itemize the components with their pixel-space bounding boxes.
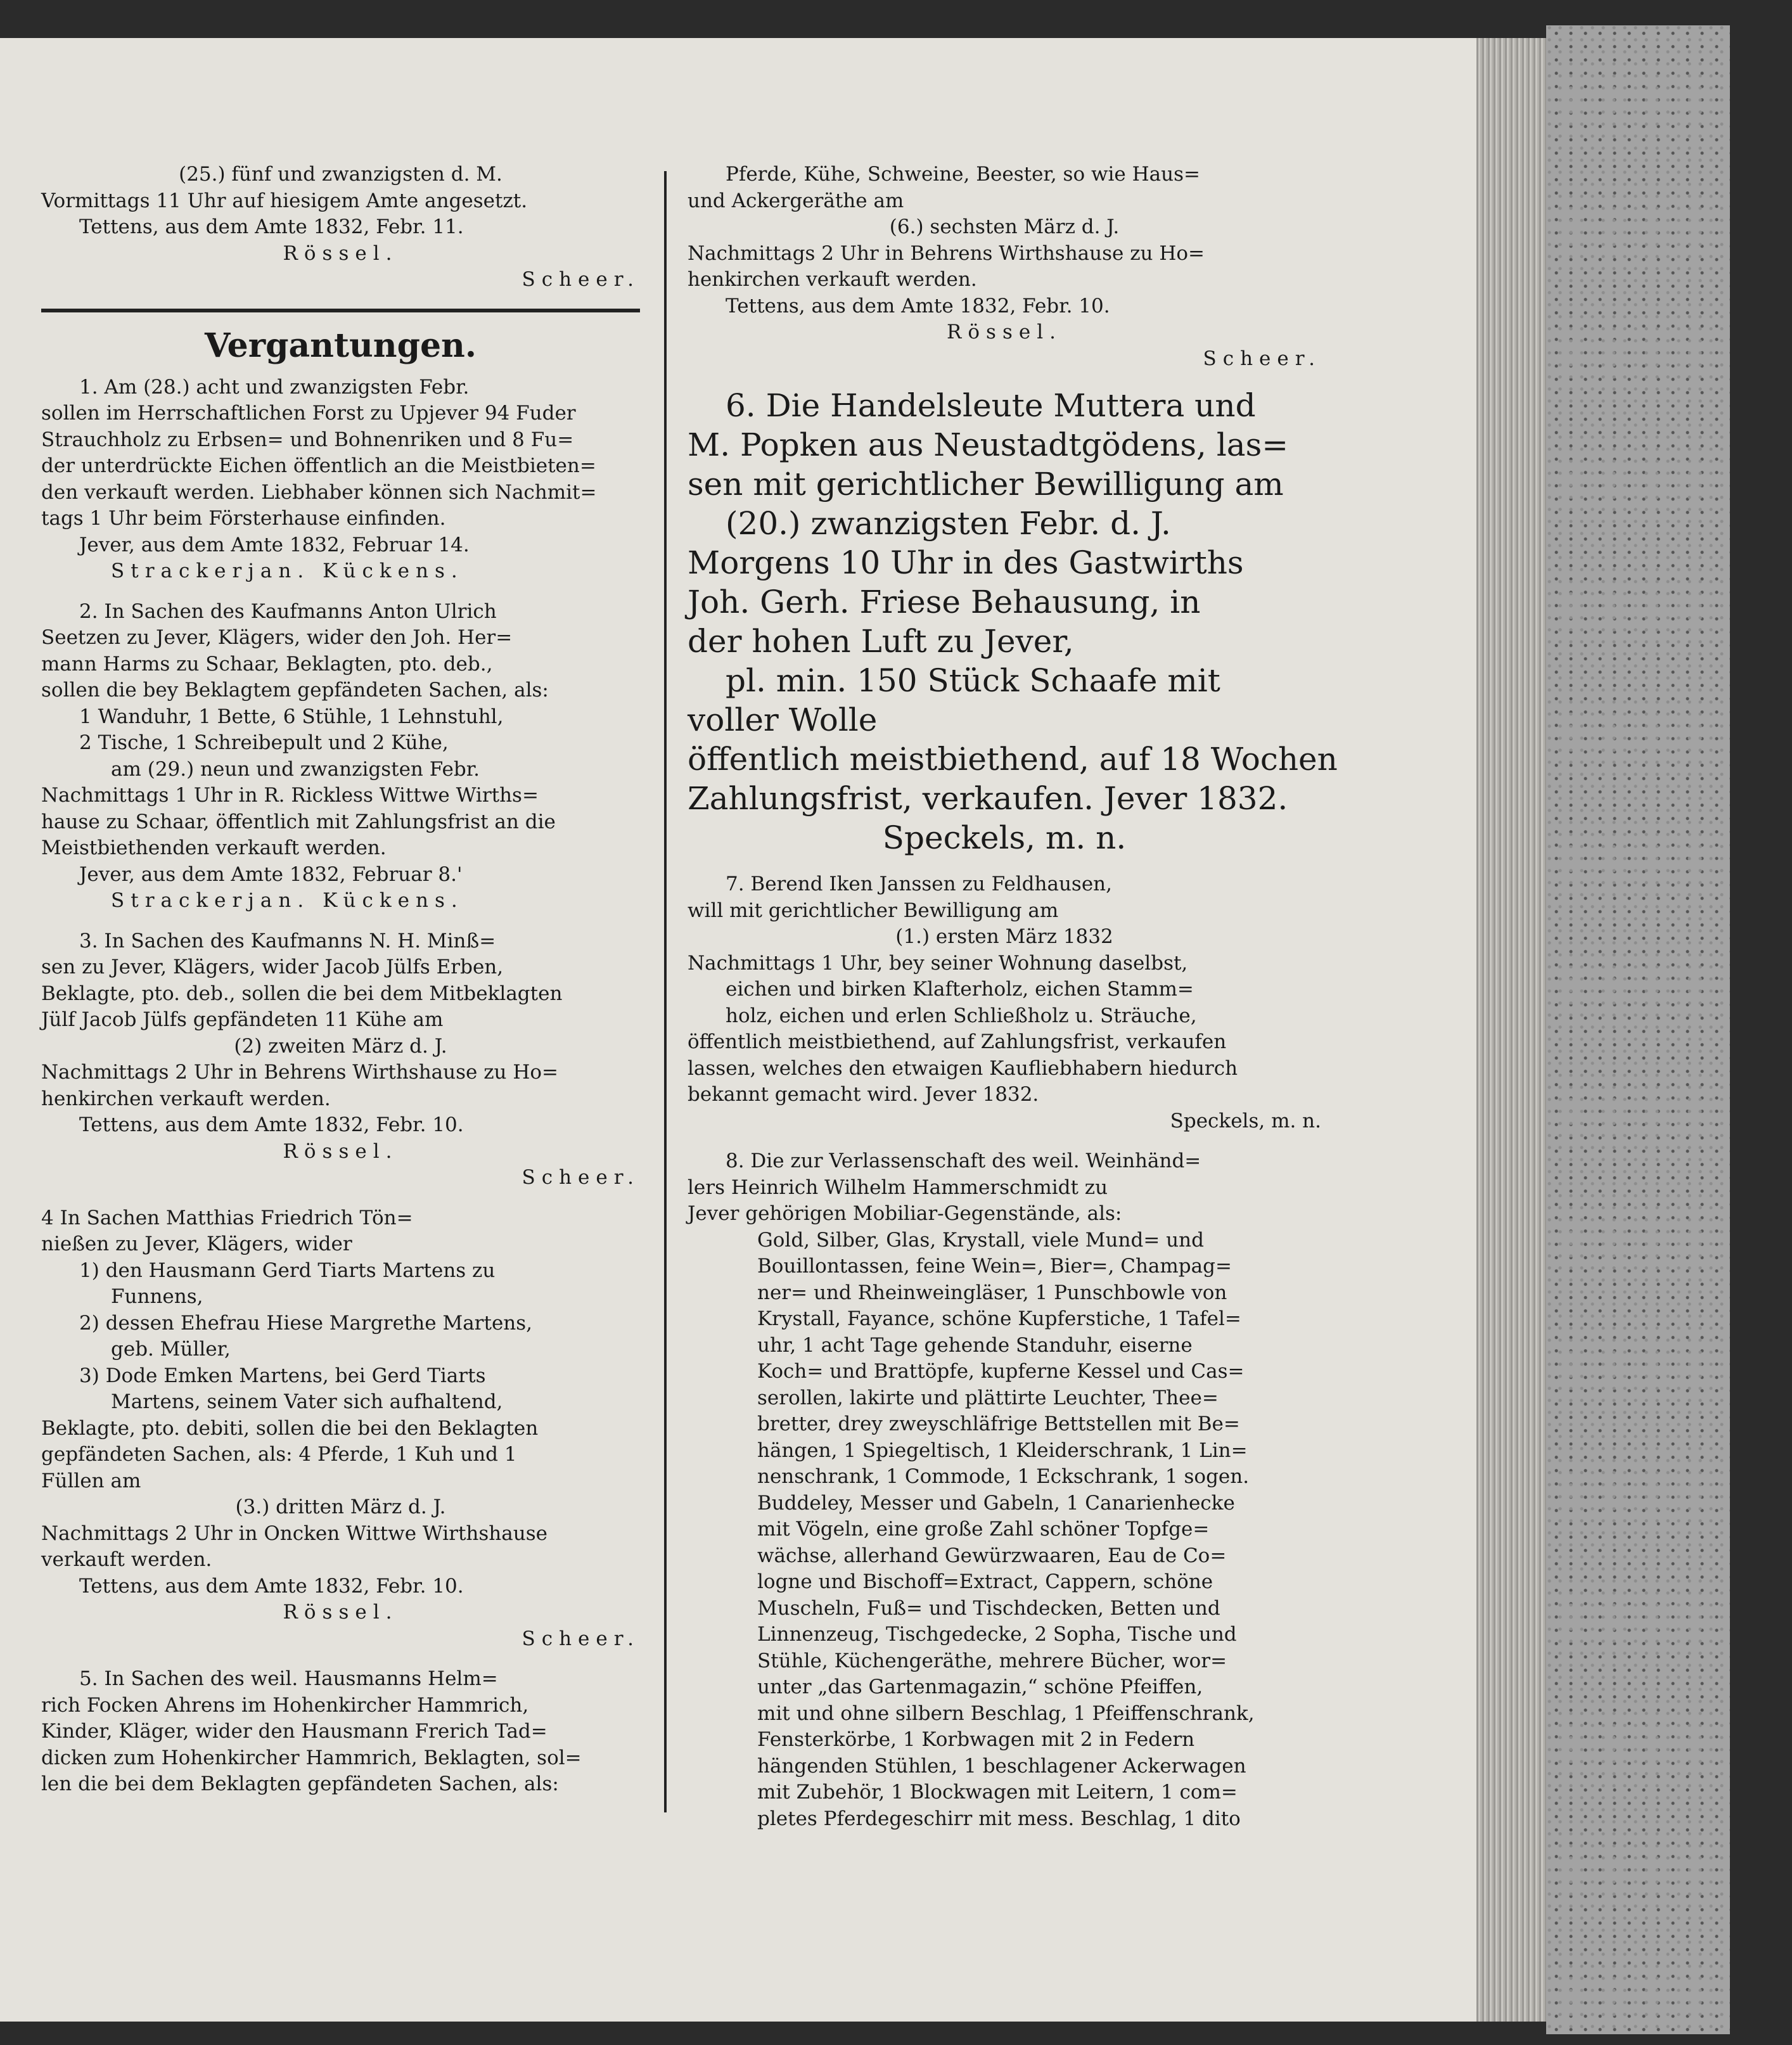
notice-line: Koch= und Brattöpfe, kupferne Kessel und Cas= xyxy=(757,1360,1245,1383)
notice-line: öffentlich meistbiethend, auf Zahlungsfrist, verkaufen xyxy=(688,1030,1227,1053)
book-cover xyxy=(1546,25,1730,2034)
signature: Speckels, m. n. xyxy=(882,819,1127,856)
notice-line: Joh. Gerh. Friese Behausung, in xyxy=(688,584,1201,620)
notice-line: hängen, 1 Spiegeltisch, 1 Kleiderschrank, 1 Lin= xyxy=(757,1439,1248,1462)
notice-line: Nachmittags 1 Uhr in R. Rickless Wittwe Wirths= xyxy=(41,784,539,807)
notice-line: Buddeley, Messer und Gabeln, 1 Canarienhecke xyxy=(757,1491,1235,1515)
notice-line: 1) den Hausmann Gerd Tiarts Martens zu xyxy=(79,1259,496,1282)
notice-2 xyxy=(41,599,640,914)
notice-line: Tettens, aus dem Amte 1832, Febr. 10. xyxy=(79,1113,464,1136)
notice-line: Krystall, Fayance, schöne Kupferstiche, 1 Tafel= xyxy=(757,1307,1241,1330)
signature: Rössel. xyxy=(947,321,1062,343)
page-edges xyxy=(1476,38,1552,2022)
notice-line: ner= und Rheinweingläser, 1 Punschbowle von xyxy=(757,1281,1227,1304)
signature: Scheer. xyxy=(522,268,640,291)
notice-line: den verkauft werden. Liebhaber können sich Nachmit= xyxy=(41,480,597,504)
notice-line: Linnenzeug, Tischgedecke, 2 Sopha, Tische und xyxy=(757,1623,1237,1646)
notice-line: Tettens, aus dem Amte 1832, Febr. 10. xyxy=(79,1574,464,1598)
notice-line: mit und ohne silbern Beschlag, 1 Pfeiffenschrank, xyxy=(757,1702,1255,1725)
notice-line: der hohen Luft zu Jever, xyxy=(688,623,1074,660)
notice-line: Meistbiethenden verkauft werden. xyxy=(41,837,387,859)
notice-line: len die bei dem Beklagten gepfändeten Sachen, als: xyxy=(41,1773,559,1795)
notice-line: (25.) fünf und zwanzigsten d. M. xyxy=(179,163,502,186)
notice-5 xyxy=(41,1666,640,1798)
notice-line: hängenden Stühlen, 1 beschlagener Ackerwagen xyxy=(757,1754,1246,1778)
signature: Strackerjan. Kückens. xyxy=(111,560,464,582)
notice-line: henkirchen verkauft werden. xyxy=(41,1087,331,1110)
left-column xyxy=(41,162,640,1798)
notice-line: mit Vögeln, eine große Zahl schöner Topfge= xyxy=(757,1518,1210,1541)
notice-line: Nachmittags 2 Uhr in Oncken Wittwe Wirthshause xyxy=(41,1522,547,1545)
right-column xyxy=(688,162,1338,1832)
notice-line: Morgens 10 Uhr in des Gastwirths xyxy=(688,544,1244,581)
notice-line: (6.) sechsten März d. J. xyxy=(889,215,1120,238)
notice-line: (20.) zwanzigsten Febr. d. J. xyxy=(726,505,1171,542)
notice-line: gepfändeten Sachen, als: 4 Pferde, 1 Kuh und 1 xyxy=(41,1443,517,1466)
notice-line: Kinder, Kläger, wider den Hausmann Frerich Tad= xyxy=(41,1720,547,1743)
notice-line: rich Focken Ahrens im Hohenkircher Hammrich, xyxy=(41,1693,529,1717)
notice-line: sen mit gerichtlicher Bewilligung am xyxy=(688,466,1284,503)
notice-line: geb. Müller, xyxy=(111,1338,231,1361)
notice-line: Funnens, xyxy=(111,1285,203,1308)
notice-line: am (29.) neun und zwanzigsten Febr. xyxy=(111,757,480,781)
section-rule xyxy=(41,309,640,312)
notice-1 xyxy=(41,375,640,585)
notice-line: Muscheln, Fuß= und Tischdecken, Betten und xyxy=(757,1596,1220,1620)
notice-line: holz, eichen und erlen Schließholz u. Sträuche, xyxy=(726,1004,1197,1027)
signature: Strackerjan. Kückens. xyxy=(111,889,464,912)
notice-line: Nachmittags 1 Uhr, bey seiner Wohnung daselbst, xyxy=(688,951,1188,975)
notice-line: voller Wolle xyxy=(688,702,878,738)
notice-line: Jülf Jacob Jülfs gepfändeten 11 Kühe am xyxy=(41,1008,444,1031)
notice-line: bretter, drey zweyschläfrige Bettstellen mit Be= xyxy=(757,1413,1240,1435)
signature: Rössel. xyxy=(283,241,399,265)
notice-line: Bouillontassen, feine Wein=, Bier=, Champag= xyxy=(757,1255,1232,1278)
notice-line: dicken zum Hohenkircher Hammrich, Beklagten, sol= xyxy=(41,1746,582,1769)
signature: Rössel. xyxy=(283,1139,399,1163)
notice-line: Vormittags 11 Uhr auf hiesigem Amte angesetzt. xyxy=(41,189,528,212)
notice-line: mit Zubehör, 1 Blockwagen mit Leitern, 1 com= xyxy=(757,1781,1238,1804)
signature: Rössel. xyxy=(283,1601,399,1624)
notice-line: (2) zweiten März d. J. xyxy=(234,1034,447,1058)
notice-line: nießen zu Jever, Klägers, wider xyxy=(41,1233,352,1255)
notice-line: Beklagte, pto. debiti, sollen die bei den Beklagten xyxy=(41,1416,539,1440)
notice-line: uhr, 1 acht Tage gehende Standuhr, eiserne xyxy=(757,1333,1193,1357)
notice-line: 2) dessen Ehefrau Hiese Margrethe Martens, xyxy=(79,1311,533,1335)
notice-8 xyxy=(688,1148,1321,1832)
notice-line: henkirchen verkauft werden. xyxy=(688,268,977,291)
notice-line: Zahlungsfrist, verkaufen. Jever 1832. xyxy=(688,780,1288,817)
notice-line: will mit gerichtlicher Bewilligung am xyxy=(688,899,1059,922)
notice-line: 3. In Sachen des Kaufmanns N. H. Minß= xyxy=(79,929,496,952)
notice-line: hause zu Schaar, öffentlich mit Zahlungsfrist an die xyxy=(41,810,556,833)
notice-line: pl. min. 150 Stück Schaafe mit xyxy=(726,662,1220,699)
notice-line: logne und Bischoff=Extract, Cappern, schöne xyxy=(757,1570,1213,1593)
notice-line: sollen im Herrschaftlichen Forst zu Upjever 94 Fuder xyxy=(41,402,576,425)
notice-line: Jever, aus dem Amte 1832, Februar 8.' xyxy=(79,862,463,886)
section-title: Vergantungen. xyxy=(205,326,477,365)
signature: Speckels, m. n. xyxy=(1170,1109,1321,1132)
notice-line: 8. Die zur Verlassenschaft des weil. Weinhänd= xyxy=(726,1150,1201,1172)
notice-line: 1 Wanduhr, 1 Bette, 6 Stühle, 1 Lehnstuhl, xyxy=(79,705,504,728)
notice-line: öffentlich meistbiethend, auf 18 Wochen xyxy=(688,741,1338,778)
notice-line: Seetzen zu Jever, Klägers, wider den Joh. Her= xyxy=(41,626,513,649)
notice-line: Strauchholz zu Erbsen= und Bohnenriken und 8 Fu= xyxy=(41,428,574,451)
notice-line: tags 1 Uhr beim Försterhause einfinden. xyxy=(41,507,446,530)
notice-line: Nachmittags 2 Uhr in Behrens Wirthshause zu Ho= xyxy=(688,241,1205,265)
notice-line: Beklagte, pto. deb., sollen die bei dem Mitbeklagten xyxy=(41,982,563,1005)
notice-line: wächse, allerhand Gewürzwaaren, Eau de Co= xyxy=(757,1544,1227,1567)
notice-line: Gold, Silber, Glas, Krystall, viele Mund= und xyxy=(757,1228,1204,1252)
notice-line: serollen, lakirte und plättirte Leuchter, Thee= xyxy=(757,1386,1219,1409)
notice-line: Jever gehörigen Mobiliar-Gegenstände, als: xyxy=(688,1202,1122,1225)
notice-line: 1. Am (28.) acht und zwanzigsten Febr. xyxy=(79,375,470,399)
notice-3 xyxy=(41,928,640,1191)
notice-6 xyxy=(688,386,1338,857)
notice-line: der unterdrückte Eichen öffentlich an die Meistbieten= xyxy=(41,454,596,477)
notice-line: lers Heinrich Wilhelm Hammerschmidt zu xyxy=(688,1176,1108,1199)
signature: Scheer. xyxy=(1203,347,1321,370)
notice-line: mann Harms zu Schaar, Beklagten, pto. deb., xyxy=(41,652,493,676)
notice-7 xyxy=(688,871,1321,1134)
notice-line: nenschrank, 1 Commode, 1 Eckschrank, 1 sogen. xyxy=(757,1465,1250,1488)
notice-line: (3.) dritten März d. J. xyxy=(235,1496,446,1518)
notice-line: Martens, seinem Vater sich aufhaltend, xyxy=(111,1390,503,1413)
notice-line: Stühle, Küchengeräthe, mehrere Bücher, wor= xyxy=(757,1649,1227,1672)
notice-line: sen zu Jever, Klägers, wider Jacob Jülfs Erben, xyxy=(41,956,504,978)
notice-line: Nachmittags 2 Uhr in Behrens Wirthshause zu Ho= xyxy=(41,1061,559,1084)
notice-line: 3) Dode Emken Martens, bei Gerd Tiarts xyxy=(79,1364,486,1387)
notice-line: Tettens, aus dem Amte 1832, Febr. 10. xyxy=(726,294,1110,317)
notice-line: Jever, aus dem Amte 1832, Februar 14. xyxy=(79,533,470,556)
notice-5-continued xyxy=(688,162,1321,372)
notice-line: (1.) ersten März 1832 xyxy=(895,925,1113,948)
notice-line: 5. In Sachen des weil. Hausmanns Helm= xyxy=(79,1667,498,1690)
notice-line: sollen die bey Beklagtem gepfändeten Sachen, als: xyxy=(41,679,549,702)
notice-line: 2 Tische, 1 Schreibepult und 2 Kühe, xyxy=(79,731,449,754)
notice-line: M. Popken aus Neustadtgödens, las= xyxy=(688,426,1289,463)
notice-4 xyxy=(41,1205,640,1653)
column-divider xyxy=(664,171,667,1812)
notice-line: Fensterkörbe, 1 Korbwagen mit 2 in Federn xyxy=(757,1728,1195,1751)
notice-line: und Ackergeräthe am xyxy=(688,189,904,212)
notice-line: 7. Berend Iken Janssen zu Feldhausen, xyxy=(726,873,1112,895)
notice-line: unter „das Gartenmagazin,“ schöne Pfeiffen, xyxy=(757,1676,1203,1698)
notice-line: Pferde, Kühe, Schweine, Beester, so wie Haus= xyxy=(726,163,1200,186)
notice-line: 6. Die Handelsleute Muttera und xyxy=(726,387,1256,424)
notice-line: Füllen am xyxy=(41,1469,141,1492)
signature: Scheer. xyxy=(522,1166,640,1189)
signature: Scheer. xyxy=(522,1627,640,1650)
notice-line: Tettens, aus dem Amte 1832, Febr. 11. xyxy=(79,215,464,238)
notice-line: pletes Pferdegeschirr mit mess. Beschlag, 1 dito xyxy=(757,1807,1241,1830)
top-notice xyxy=(41,162,640,293)
notice-line: 4 In Sachen Matthias Friedrich Tön= xyxy=(41,1206,413,1229)
notice-line: eichen und birken Klafterholz, eichen Stamm= xyxy=(726,978,1194,1001)
notice-line: 2. In Sachen des Kaufmanns Anton Ulrich xyxy=(79,599,497,623)
notice-line: lassen, welches den etwaigen Kaufliebhabern hiedurch xyxy=(688,1056,1238,1080)
notice-line: bekannt gemacht wird. Jever 1832. xyxy=(688,1083,1039,1106)
notice-line: verkauft werden. xyxy=(41,1548,212,1571)
